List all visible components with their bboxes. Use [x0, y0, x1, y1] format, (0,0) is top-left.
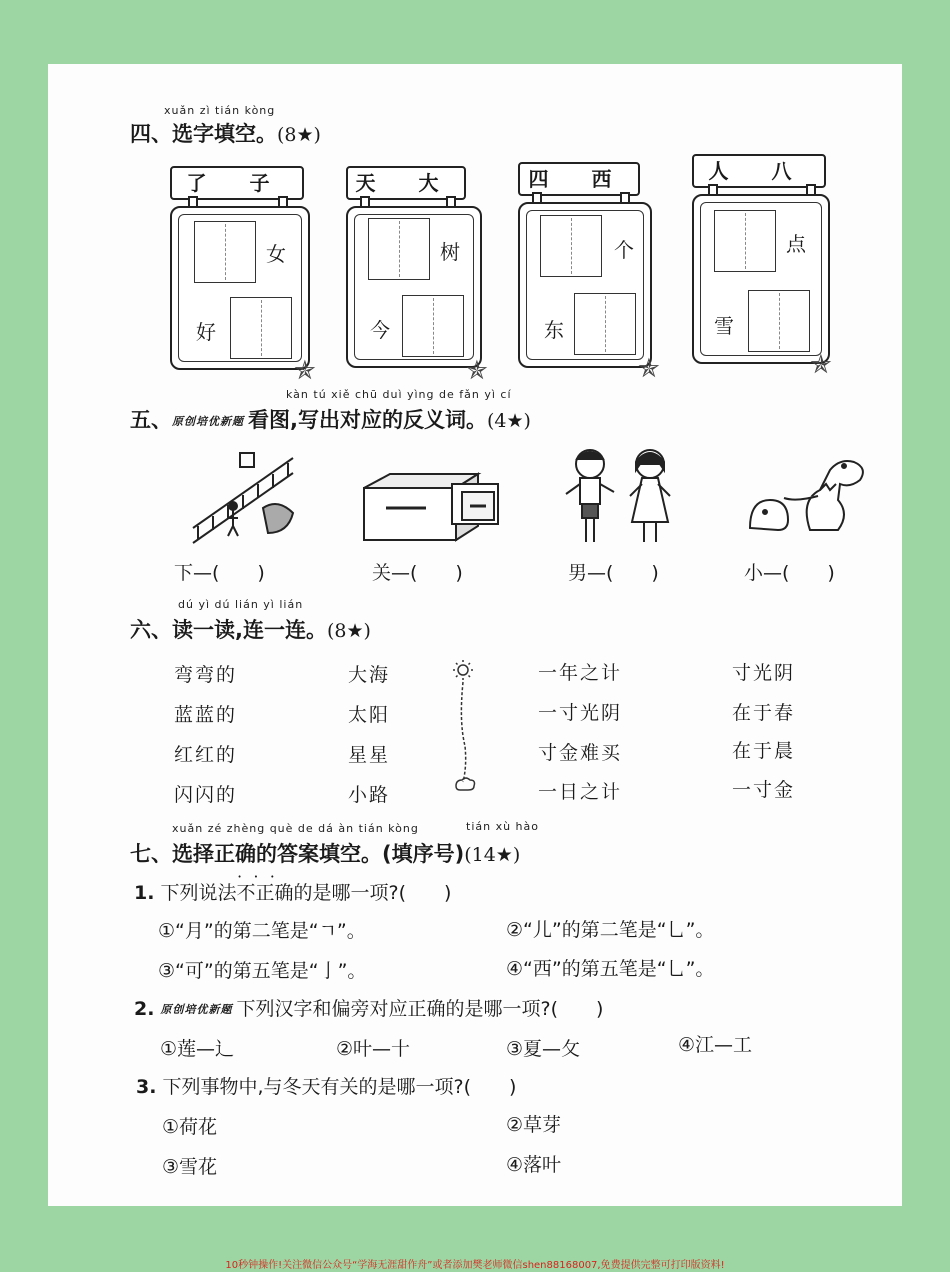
hint-char: 雪	[714, 314, 734, 338]
s4-pinyin: xuǎn zì tián kòng	[164, 104, 276, 117]
s6-heading	[130, 614, 371, 644]
q1-post: 的是哪一项?( )	[293, 882, 452, 904]
s7-pinyin-a: xuǎn zé zhèng què de dá àn tián kòng	[172, 822, 419, 835]
star-icon: ✯	[466, 356, 488, 386]
s6-stars: (8★)	[326, 620, 371, 642]
q2-option-2[interactable]: ②叶—十	[336, 1038, 411, 1060]
idiom-part-2[interactable]: 一寸金	[732, 779, 796, 801]
answer-box[interactable]	[714, 210, 776, 272]
drawer-illustration	[360, 470, 508, 546]
star-icon: ✯	[810, 350, 832, 380]
dinosaur-illustration	[740, 450, 870, 540]
q2-option-1[interactable]: ①莲—辶	[160, 1038, 235, 1060]
answer-box[interactable]	[368, 218, 430, 280]
q2-text: 下列汉字和偏旁对应正确的是哪一项?( )	[236, 998, 604, 1020]
question-2	[134, 994, 603, 1021]
noun-word[interactable]: 小路	[348, 784, 391, 806]
s6-pinyin: dú yì dú lián yì lián	[178, 598, 304, 611]
q3-num: 3.	[136, 1076, 157, 1098]
noun-word[interactable]: 星星	[348, 744, 391, 766]
star-icon: ✯	[294, 356, 316, 386]
hint-char: 点	[786, 232, 806, 256]
idiom-part-1[interactable]: 一寸光阴	[538, 702, 623, 724]
s4-card-1-sign: 了 子	[170, 166, 304, 200]
modifier-word[interactable]: 闪闪的	[174, 784, 238, 806]
idiom-part-2[interactable]: 在于春	[732, 702, 796, 724]
noun-word[interactable]: 大海	[348, 664, 391, 686]
s5-stars: (4★)	[486, 410, 531, 432]
hint-char: 今	[370, 318, 390, 342]
q1-emphasis: • • • 不正确	[237, 882, 294, 904]
question-3	[136, 1072, 516, 1099]
question-1	[134, 878, 451, 905]
q2-badge: 原创培优新题	[160, 1003, 233, 1016]
q2-num: 2.	[134, 998, 155, 1020]
s4-heading	[130, 118, 321, 148]
idiom-part-1[interactable]: 一年之计	[538, 662, 623, 684]
answer-box[interactable]	[230, 297, 292, 359]
s4-card-2-sign: 天 大	[346, 166, 466, 200]
stairs-illustration	[188, 448, 298, 548]
footer-notice: 10秒钟操作!关注微信公众号“学海无涯甜作舟”或者添加樊老师微信shen88168007,免费提供完整可打印版资料!	[225, 1260, 725, 1271]
antonym-item-3: 男—( )	[568, 562, 659, 584]
q1-option-1[interactable]: ①“月”的第二笔是“ㄱ”。	[158, 920, 366, 942]
s5-badge: 原创培优新题	[172, 415, 244, 428]
answer-box[interactable]	[574, 293, 636, 355]
q1-pre: 下列说法	[160, 882, 237, 904]
s7-heading	[130, 838, 520, 868]
worksheet-page	[48, 64, 902, 1206]
divider-vine	[448, 658, 482, 798]
s6-title: 六、读一读,连一连。	[130, 618, 327, 642]
idiom-part-1[interactable]: 一日之计	[538, 781, 623, 803]
hint-char: 女	[266, 242, 286, 266]
hint-char: 树	[440, 240, 460, 264]
modifier-word[interactable]: 蓝蓝的	[174, 704, 238, 726]
modifier-word[interactable]: 弯弯的	[174, 664, 238, 686]
modifier-word[interactable]: 红红的	[174, 744, 238, 766]
s7-stars: (14★)	[464, 844, 521, 866]
answer-box[interactable]	[194, 221, 256, 283]
hint-char: 个	[614, 238, 634, 262]
s4-card-4-sign: 人 八	[692, 154, 826, 188]
s4-title: 四、选字填空。	[130, 122, 277, 146]
s4-stars: (8★)	[277, 124, 321, 146]
idiom-part-1[interactable]: 寸金难买	[538, 742, 623, 764]
antonym-item-4: 小—( )	[744, 562, 835, 584]
q3-text: 下列事物中,与冬天有关的是哪一项?( )	[162, 1076, 517, 1098]
idiom-part-2[interactable]: 寸光阴	[732, 662, 796, 684]
q3-option-1[interactable]: ①荷花	[162, 1116, 218, 1138]
antonym-item-2: 关—( )	[372, 562, 463, 584]
q3-option-3[interactable]: ③雪花	[162, 1156, 218, 1178]
hint-char: 好	[196, 320, 216, 344]
answer-box[interactable]	[402, 295, 464, 357]
s5-heading	[130, 404, 531, 434]
answer-box[interactable]	[748, 290, 810, 352]
s7-pinyin-b: tián xù hào	[466, 820, 539, 833]
s4-card-3-sign: 四 西	[518, 162, 640, 196]
q1-option-3[interactable]: ③“可”的第五笔是“亅”。	[158, 960, 367, 982]
star-icon: ✯	[638, 354, 660, 384]
q2-option-3[interactable]: ③夏—攵	[506, 1038, 581, 1060]
q3-option-2[interactable]: ②草芽	[506, 1114, 562, 1136]
q1-option-4[interactable]: ④“西”的第五笔是“乚”。	[506, 958, 715, 980]
noun-word[interactable]: 太阳	[348, 704, 391, 726]
answer-box[interactable]	[540, 215, 602, 277]
q1-num: 1.	[134, 882, 155, 904]
s5-title: 看图,写出对应的反义词。	[248, 408, 487, 432]
q3-option-4[interactable]: ④落叶	[506, 1154, 562, 1176]
s5-num: 五、	[130, 408, 172, 432]
idiom-part-2[interactable]: 在于晨	[732, 740, 796, 762]
hint-char: 东	[544, 318, 564, 342]
antonym-item-1: 下—( )	[174, 562, 265, 584]
q1-option-2[interactable]: ②“儿”的第二笔是“乚”。	[506, 919, 715, 941]
boy-girl-illustration	[560, 444, 680, 554]
q2-option-4[interactable]: ④江—工	[678, 1034, 753, 1056]
s5-pinyin: kàn tú xiě chū duì yìng de fǎn yì cí	[286, 388, 512, 401]
s7-title: 七、选择正确的答案填空。(填序号)	[130, 842, 465, 866]
